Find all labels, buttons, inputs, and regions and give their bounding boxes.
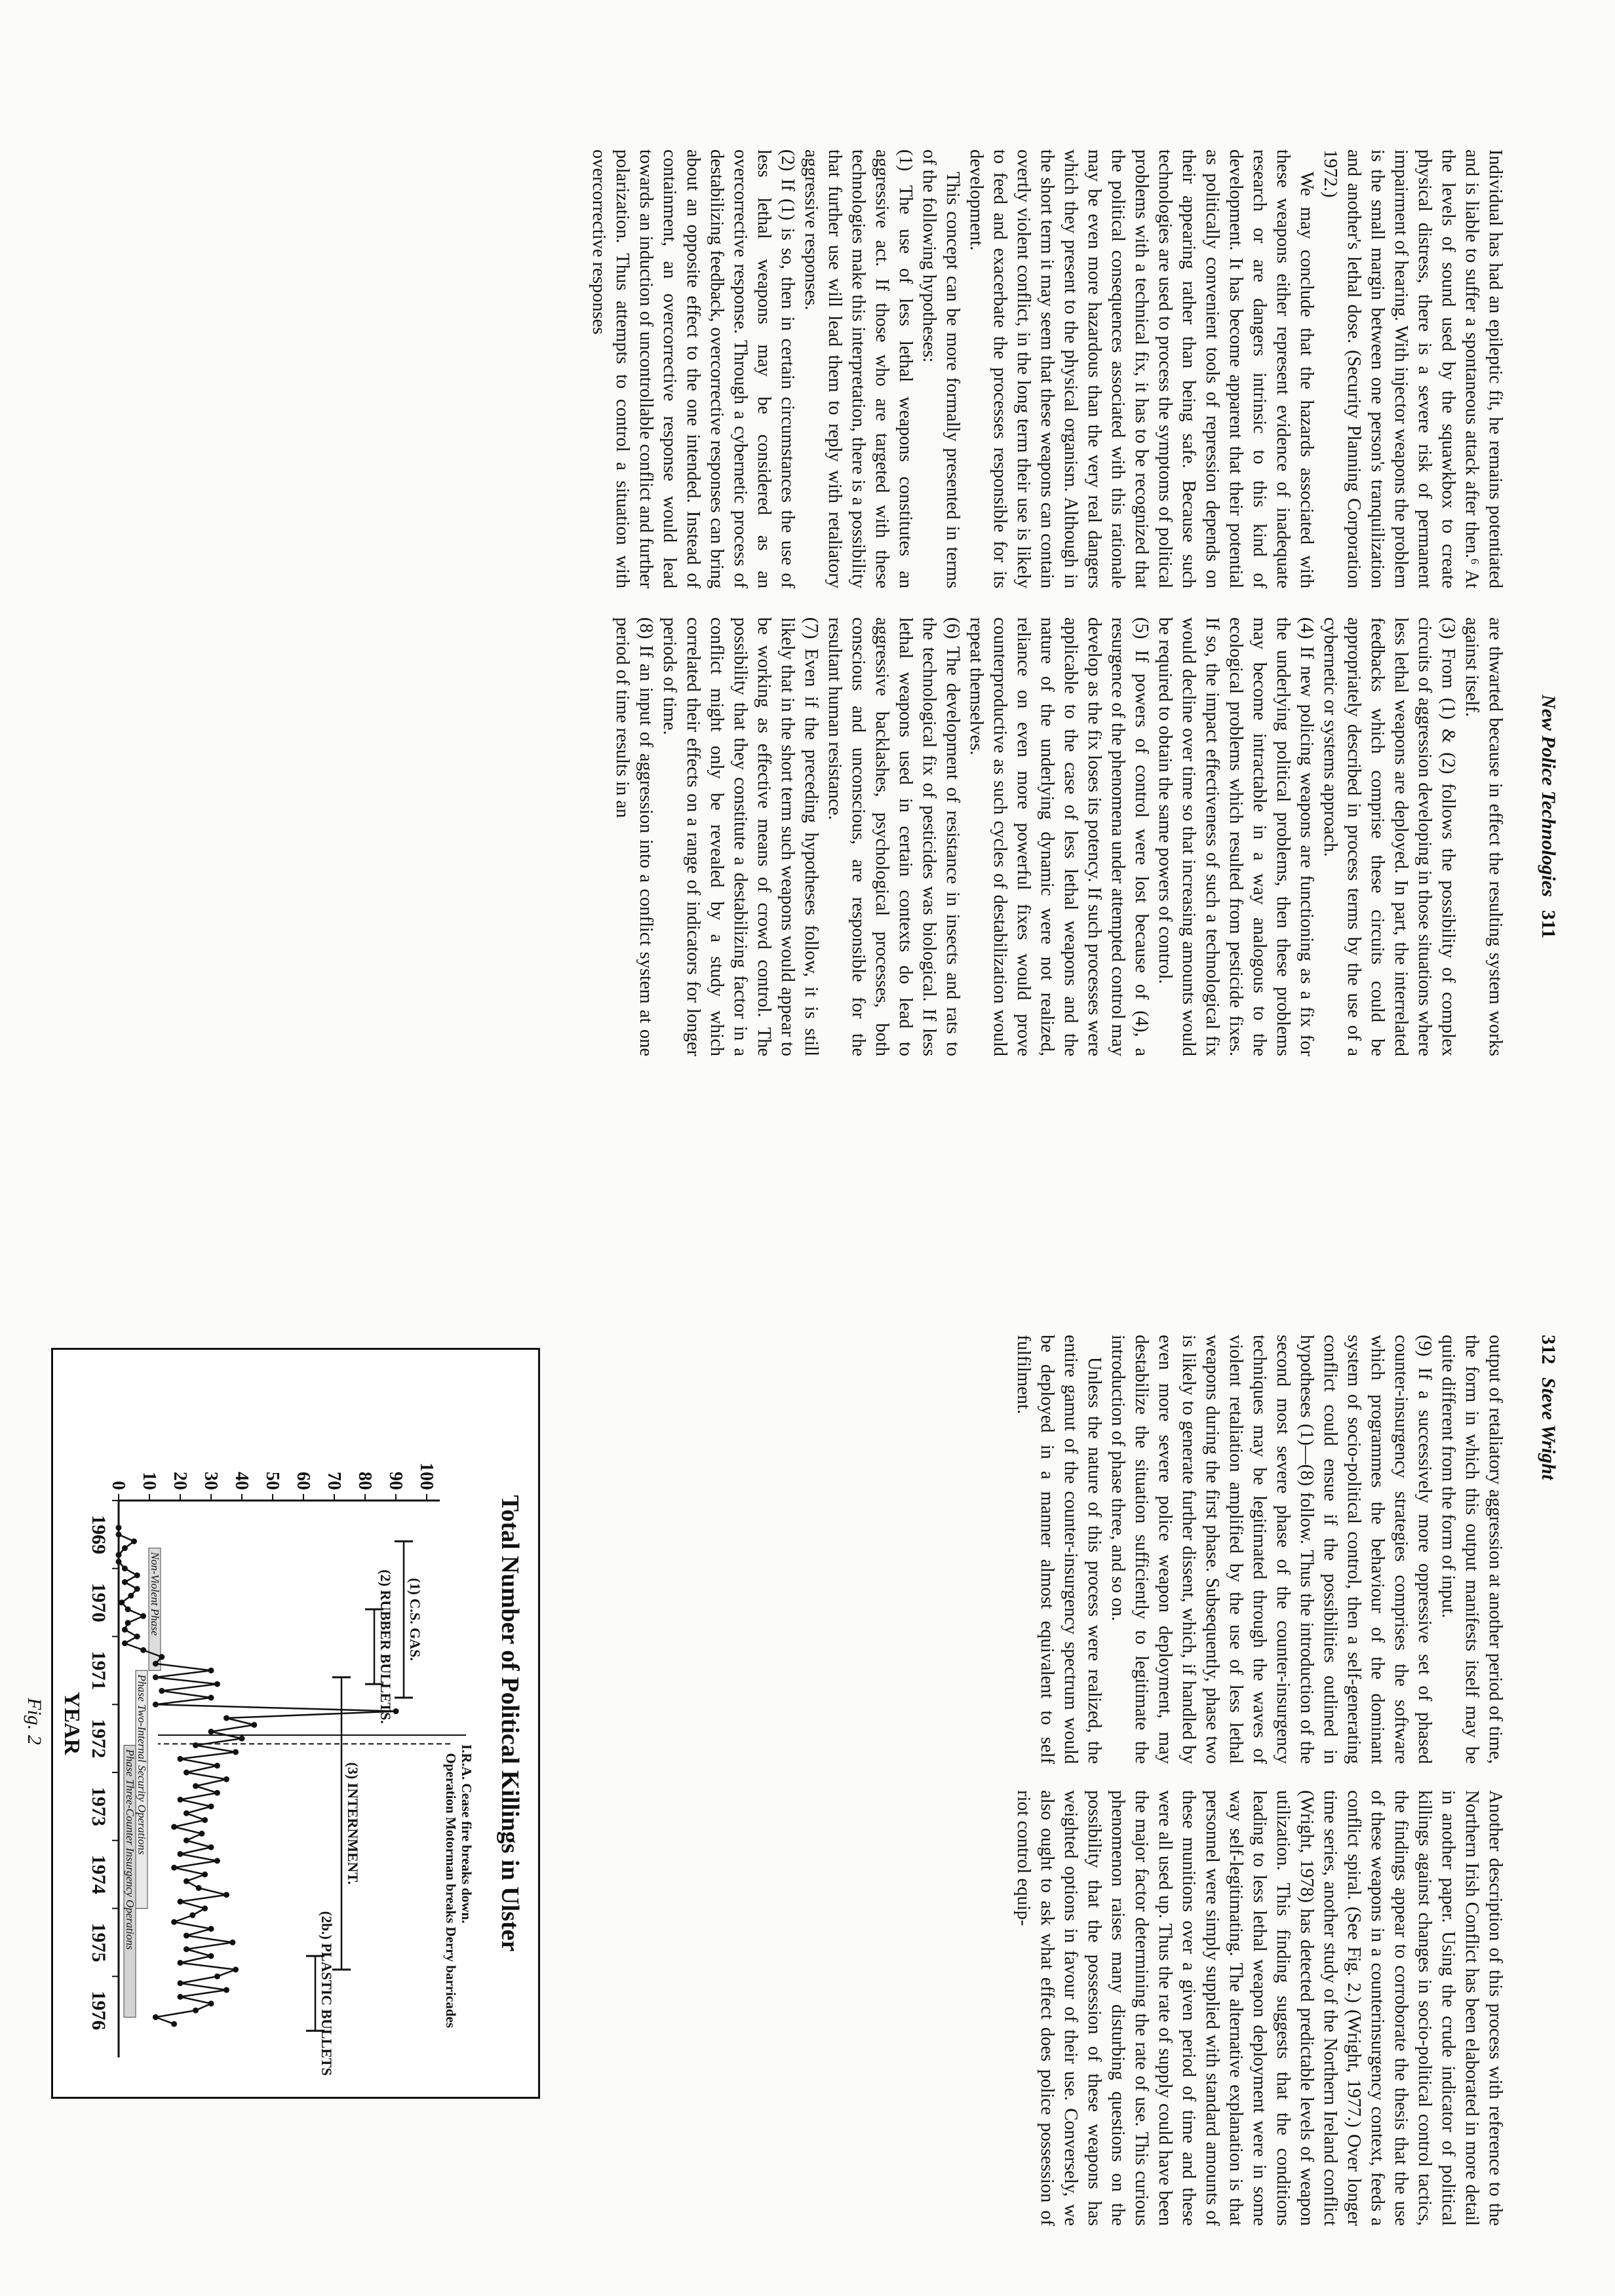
data-point	[116, 1525, 122, 1531]
x-tick-label: 1970	[88, 1582, 109, 1622]
data-point	[224, 1987, 229, 1993]
data-point	[153, 1702, 159, 1708]
y-tick-label: 50	[262, 1472, 282, 1490]
data-point	[229, 1940, 235, 1945]
data-point	[184, 1879, 189, 1885]
paragraph: (2) If (1) is so, then in certain circumstances the use of less lethal weapons may be considered as an overcorrective response. Through a cybernetic process of destabilizing feedback, overcorrective responses can bring about an opposite effect to the one intended. Instead of containment, an overcorrective response would lead towards an induction of uncontrollable conflict and further polarization. Thus attempts to control a situation with overcorrective responses	[589, 149, 798, 588]
data-point	[214, 1681, 220, 1687]
data-point	[224, 1892, 229, 1898]
data-point	[208, 1694, 214, 1700]
data-point	[116, 1552, 122, 1558]
x-tick-label: 1974	[88, 1854, 109, 1894]
annotation-label: Operation Motorman breaks Derry barricades	[443, 1753, 459, 2028]
data-point	[202, 1871, 208, 1877]
paragraph: (9) If a successively more oppressive set of phased counter-insurgency strategies comprises the software which programmes the behaviour of the dominant system of socio-political control, then a self-generating conflict could ensue if the possibilities outlined in hypotheses (1)—(8) follow. Thus the introduction of the second most severe phase of the counter-insurgency techniques may be legitimated through the waves of violent retaliation amplified by the use of less lethal weapons during the first phase. Subsequently, phase two is likely to generate further dissent, which, if handled by even more severe police weapon deployment, may destabilize the situation sufficiently to legitimate the introduction of phase three, and so on.	[1108, 1335, 1435, 1764]
y-tick-label: 60	[293, 1472, 313, 1490]
page-number: 311	[1538, 909, 1559, 939]
paragraph: (1) The use of less lethal weapons constitutes an aggressive act. If those who are targeted with these technologies make this interpretation, there is a possibility that further use will lead them to reply with retaliatory aggressive responses.	[801, 149, 916, 588]
y-tick-label: 100	[416, 1463, 437, 1490]
data-point	[224, 1776, 229, 1782]
text-column-left	[587, 149, 1507, 588]
data-point	[208, 2000, 214, 2006]
data-point	[251, 1722, 257, 1728]
data-point	[214, 1790, 220, 1796]
data-point	[128, 1593, 134, 1599]
x-tick-label: 1969	[88, 1515, 109, 1554]
header-author: Steve Wright	[1538, 1377, 1559, 1480]
paragraph: (5) If powers of control were lost because of (4), a resurgence of the phenomena under attempted control may develop as the fix loses its potency. If such processes were applicable to the case of less lethal weapons and the nature of the underlying dynamic were not realized, reliance on even more powerful fixes would prove counterproductive as such cycles of destabilization would repeat themselves.	[966, 617, 1152, 1056]
paragraph: We may conclude that the hazards associated with these weapons either represent evidence of inadequate research or are dangers intrinsic to this kind of development. It has become apparent that their potential as politically convenient tools of repression depends on their appearing rather than being safe. Because such technologies are used to process the symptoms of political problems with a technical fix, it has to be recognized that the political consequences associated with this rationale may be even more hazardous than the very real dangers which they present to the physical organism. Although in the short term it may seem that these weapons can contain overtly violent conflict, in the long term their use is likely to feed and exacerbate the processes responsible for its development.	[966, 149, 1317, 588]
data-point	[116, 1531, 122, 1537]
text-column-left	[1011, 1335, 1507, 1764]
x-tick-label: 1971	[88, 1651, 109, 1691]
data-point	[122, 1545, 128, 1551]
data-point	[122, 1640, 128, 1646]
data-point	[122, 1579, 128, 1585]
data-point	[171, 2021, 177, 2027]
annotation-label: (3) INTERNMENT.	[345, 1762, 361, 1885]
annotation-label: I.R.A. Cease fire breaks down.	[459, 1744, 475, 1924]
paragraph: Individual has had an epileptic fit, he remains potentiated and is liable to suffer a spontaneous attack after then.⁶ At the levels of sound used by the squawkbox to create physical distress, there is a severe risk of permanent impairment of hearing. With injector weapons the problem is the small margin between one person's tranquilization and another's lethal dose. (Security Planning Corporation 1972.)	[1320, 149, 1506, 588]
data-point	[116, 1559, 122, 1565]
paragraph: Another description of this process with reference to the Northern Irish Conflict has been elaborated in more detail in another paper. Using the crude indicator of political killings against changes in socio-political control tactics, the findings appear to corroborate the thesis that the use of these weapons in a counterinsurgency context, feeds a conflict spiral. (See Fig. 2.) (Wright, 1977.) Over longer time series, another study of the Northern Ireland conflict (Wright, 1978) has detected predictable levels of weapon utilization. This finding suggests that the conditions leading to less lethal weapon deployment were in some way self-legitimating. The alternative explanation is that personnel were simply supplied with standard amounts of these munitions over a given period of time and these were all used up. Thus the rate of supply could have been the major factor determining the rate of use. This curious phenomenon raises many disturbing questions on the possibility that the possession of these weapons has weighted options in favour of their use. Conversely, we also ought to ask what effect does police possession of riot control equip-	[1013, 1790, 1506, 2226]
paragraph: output of retaliatory aggression at another period of time, the form in which this output manifests itself may be quite different from the form of input.	[1438, 1335, 1506, 1764]
data-point	[125, 1607, 131, 1613]
text-column-right	[610, 617, 1507, 1056]
data-point	[122, 1565, 128, 1571]
data-point	[178, 1851, 184, 1857]
running-header	[1537, 695, 1559, 951]
data-point	[208, 1845, 214, 1850]
data-point	[208, 1803, 214, 1809]
data-point	[189, 1912, 195, 1918]
data-point	[184, 1810, 189, 1816]
data-point	[184, 1770, 189, 1776]
y-tick-label: 90	[385, 1472, 406, 1490]
paragraph: are thwarted because in effect the resulting system works against itself.	[1462, 617, 1506, 1056]
y-tick-label: 70	[324, 1472, 344, 1490]
data-point	[134, 1634, 140, 1639]
data-point	[122, 1627, 128, 1633]
data-point	[131, 1539, 137, 1544]
data-point	[184, 1933, 189, 1939]
data-point	[171, 1824, 177, 1830]
data-point	[134, 1586, 140, 1592]
y-tick-label: 30	[201, 1472, 221, 1490]
data-point	[119, 1599, 125, 1605]
x-tick-label: 1976	[88, 1991, 109, 2031]
y-tick-label: 20	[170, 1472, 190, 1490]
y-tick-label: 0	[108, 1481, 128, 1490]
data-point	[178, 1756, 184, 1762]
annotation-label: (2) RUBBER BULLETS.	[378, 1569, 394, 1724]
data-point	[184, 1837, 189, 1843]
header-title: New Police Technologies	[1538, 695, 1559, 897]
data-point	[193, 1742, 199, 1748]
y-tick-label: 80	[355, 1472, 375, 1490]
data-point	[202, 1817, 208, 1823]
political-killings-chart	[53, 1350, 538, 2097]
data-point	[140, 1647, 146, 1653]
data-point	[202, 1905, 208, 1911]
data-point	[178, 1980, 184, 1986]
phase-label: Non-Violent Phase	[149, 1552, 161, 1636]
data-point	[208, 1926, 214, 1932]
x-tick-label: 1972	[88, 1719, 109, 1759]
page-312	[0, 1148, 1615, 2296]
data-point	[214, 1858, 220, 1864]
paragraph: Unless the nature of this process were realized, the entire gamut of the counter-insurgency spectrum would be deployed in a manner almost equivalent to self fulfilment.	[1013, 1335, 1104, 1764]
data-point	[196, 1885, 202, 1891]
data-point	[178, 1899, 184, 1905]
paragraph: (3) From (1) & (2) follows the possibility of complex circuits of aggression developing in those situations where less lethal weapons are deployed. In part, the interrelated feedbacks which comprise these circuits could be appropriately described in process terms by the use of a cybernetic or systems approach.	[1320, 617, 1458, 1056]
y-tick-label: 10	[139, 1472, 159, 1490]
data-point	[208, 1729, 214, 1734]
data-point	[193, 2008, 199, 2014]
data-point	[193, 1783, 199, 1789]
data-point	[239, 1736, 245, 1742]
x-tick-label: 1973	[88, 1787, 109, 1826]
data-point	[159, 1654, 165, 1660]
x-tick-label: 1975	[88, 1923, 109, 1962]
data-point	[125, 1620, 131, 1626]
data-point	[153, 2014, 159, 2020]
figure-2	[51, 1348, 540, 2099]
paragraph: (6) The development of resistance in insects and rats to the technological fix of pesticides was biological. If less lethal weapons used in certain contexts do lead to aggressive backlashes, psychological processes, both conscious and unconscious, are responsible for the resultant human resistance.	[825, 617, 963, 1056]
data-point	[171, 1919, 177, 1925]
annotation-label: (1) C.S. GAS.	[407, 1578, 423, 1661]
data-point	[159, 1688, 165, 1694]
paragraph: This concept can be more formally presented in terms of the following hypotheses:	[919, 149, 963, 588]
running-header	[1537, 1335, 1559, 1480]
page-number: 312	[1538, 1335, 1559, 1364]
data-point	[224, 1715, 229, 1721]
data-point	[199, 1831, 204, 1837]
phase-label: Phase Two-Internal Security Operations	[136, 1674, 148, 1855]
data-point	[178, 1797, 184, 1803]
data-point	[233, 1749, 239, 1755]
data-point	[171, 1865, 177, 1871]
data-point	[153, 1661, 159, 1667]
data-point	[208, 1668, 214, 1674]
data-point	[214, 1763, 220, 1769]
text-column-right	[1011, 1790, 1507, 2226]
data-point	[184, 1946, 189, 1952]
data-point	[208, 1953, 214, 1959]
data-point	[153, 1674, 159, 1680]
paragraph: (7) Even if the preceding hypotheses follow, it is still likely that in the short term such weapons would appear to be working as effective means of crowd control. The possibility that they constitute a destabilizing factor in a conflict might only be revealed by a study which correlated their effects on a range of indicators for longer periods of time.	[659, 617, 821, 1056]
data-point	[134, 1573, 140, 1578]
phase-label: Phase Three-Counter Insurgency Operations	[124, 1749, 136, 1950]
data-point	[178, 1994, 184, 2000]
data-point	[178, 1960, 184, 1966]
chart-title: Total Number of Political Killings in Ulster	[496, 1495, 524, 1952]
annotation-label: (2b.) PLASTIC BULLETS	[319, 1911, 335, 2076]
data-point	[214, 1974, 220, 1980]
x-axis-label: YEAR	[60, 1691, 84, 1755]
data-point	[233, 1966, 239, 1972]
paragraph: (8) If an input of aggression into a conflict system at one period of time results in an	[612, 617, 656, 1056]
y-tick-label: 40	[231, 1472, 252, 1490]
figure-caption: Fig. 2	[24, 1698, 45, 1745]
data-point	[140, 1613, 146, 1619]
paragraph: (4) If new policing weapons are functioning as a fix for the underlying political problems, then these problems may become intractable in a way analogous to the ecological problems which resulted from pesticide fixes. If so, the impact effectiveness of such a technological fix would decline over time so that increasing amounts would be required to obtain the same powers of control.	[1155, 617, 1317, 1056]
